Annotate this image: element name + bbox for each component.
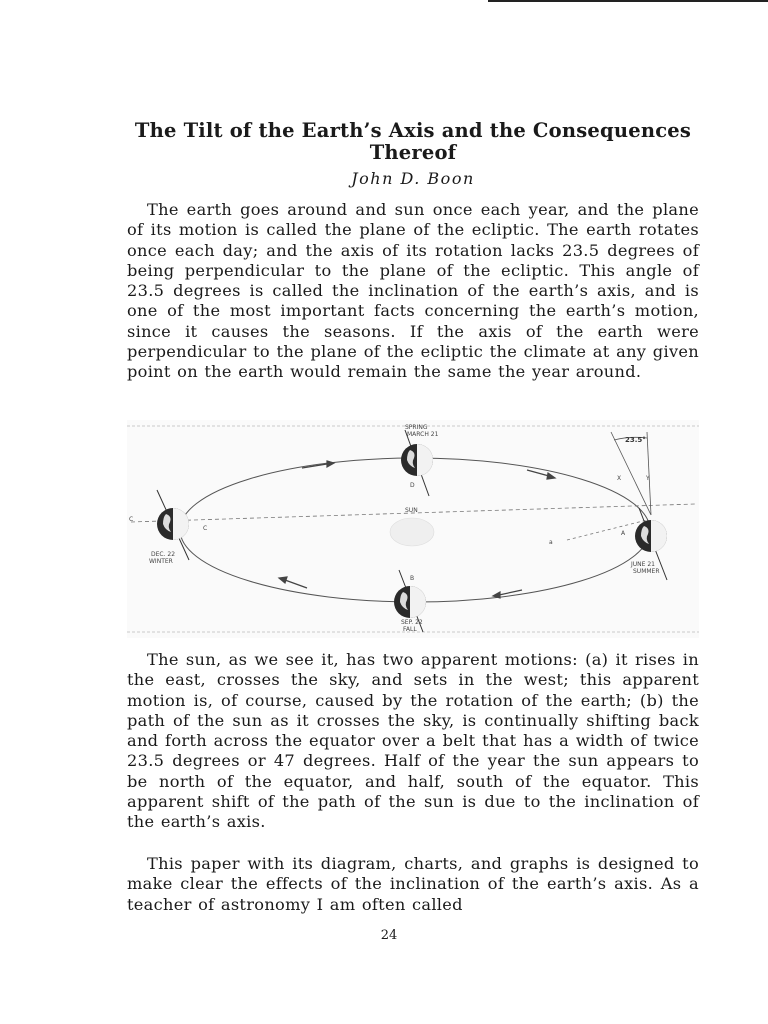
summer-label-line1: JUNE 21 [631,561,655,568]
spring-label-line1: SPRING [405,424,428,431]
point-label: A [621,530,626,537]
earth-lit-half [651,520,667,552]
page-number: 24 [380,928,398,943]
orbit-diagram-svg [127,420,699,638]
summer-label-line2: SUMMER [633,568,660,575]
article-title: The Tilt of the Earth’s Axis and the Consequences Thereof [134,119,692,164]
sun [390,518,434,546]
earth-summer [630,508,667,580]
orbit-arrow-head [493,592,500,598]
orbit-arrow-head [547,473,555,479]
article-author: John D. Boon [351,169,475,188]
point-label: a [549,539,553,546]
fall-label-line2: FALL [403,626,417,633]
earth-lit-half [410,586,426,618]
sun-label: SUN [405,507,418,514]
paragraph-3-text: This paper with its diagram, charts, and graphs is designed to make clear the effects of the inclination of the earth’s axis. As a teacher of astronomy I am often called [127,854,699,914]
orbit-arrow [285,580,307,588]
point-label: D [410,482,415,489]
paragraph-1 [127,200,699,383]
spring-label-line2: MARCH 21 [407,431,439,438]
top-rule [488,0,768,2]
paragraph-2-text: The sun, as we see it, has two apparent motions: (a) it rises in the east, crosses the sky, and sets in the west; this apparent motion is, of course, caused by the rotation of the earth; (b) the path of the sun as it crosses the sky, is continually shifting back and forth across the equator over a belt that has a width of twice 23.5 degrees or 47 degrees. Half of the year the sun appears to be north of the equator, and half, south of the equator. This apparent shift of the path of the sun is due to the inclination of the earth’s axis. [127,650,699,832]
line-label-x: X [617,475,622,482]
angle-label: 23.5° [625,436,646,444]
line-label-y: Y [646,475,650,482]
winter-label-line1: DEC. 22 [151,551,176,558]
earth-lit-half [417,444,433,476]
point-label: C [203,525,208,532]
winter-label-line2: WINTER [149,558,173,565]
orbit-arrow [527,470,549,476]
ecliptic-line-segment [567,520,647,540]
orbit-arrow-head [279,577,287,583]
paragraph-1-text: The earth goes around and sun once each year, and the plane of its motion is called the plane of the ecliptic. The earth rotates once each day; and the axis of its rotation lacks 23.5 degrees of being perpendicular to the plane of the ecliptic. This angle of 23.5 degrees is called the inclination of the earth’s axis, and is one of the most important facts concerning the earth’s motion, since it causes the seasons. If the axis of the earth were perpendicular to the plane of the ecliptic the climate at any given point on the earth would remain the same the year around. [127,200,699,382]
paragraph-2 [127,650,699,833]
point-label: C [129,516,134,523]
earth-winter [149,490,189,565]
axis-line-y [647,432,651,515]
paragraph-3 [127,854,699,915]
fall-label-line1: SEP. 22 [401,619,423,626]
orbit-diagram [127,420,699,638]
orbit-arrow-head [327,461,334,467]
axis-line-x [611,432,651,515]
point-label: B [410,575,415,582]
earth-spring [401,424,439,496]
